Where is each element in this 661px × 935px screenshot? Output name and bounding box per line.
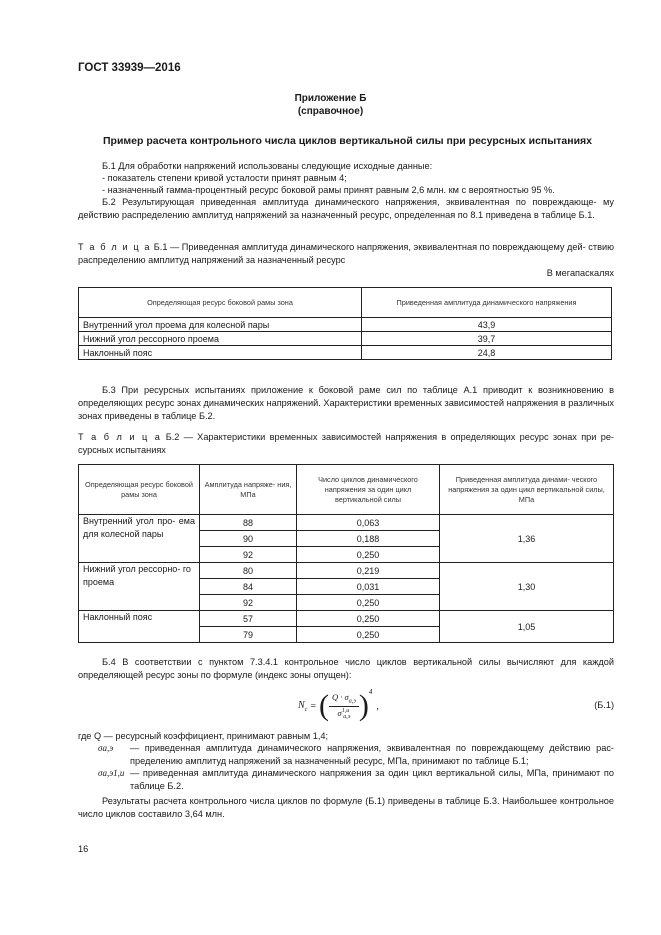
amplitude-cell: 90 [200, 531, 297, 547]
cycles-cell: 0,250 [297, 547, 440, 563]
table-label: Т а б л и ц а [78, 242, 152, 252]
value-cell: 43,9 [362, 318, 612, 332]
table-row [79, 318, 612, 332]
table-b2 [78, 464, 614, 643]
paragraph-b3: Б.3 При ресурсных испытаниях приложение к боковой раме сил по таблице А.1 приводит к возникновению в определяющих ресурс зонах динамических напряжений. Характеристики временных зависимостей напряжения в различных зонах приведены в таблице Б.2. [78, 385, 614, 421]
table1-caption [78, 241, 614, 267]
cycles-cell: 0,250 [297, 595, 440, 611]
amplitude-cell: 88 [200, 515, 297, 531]
column-header: Определяющая ресурс боковой рамы зона [79, 288, 362, 318]
amplitude-cell: 80 [200, 563, 297, 579]
cycles-cell: 0,219 [297, 563, 440, 579]
table-row [79, 611, 614, 627]
table1-units: В мегапаскалях [546, 268, 614, 278]
column-header: Приведенная амплитуда динамического напряжения [362, 288, 612, 318]
amplitude-cell: 92 [200, 595, 297, 611]
cycles-cell: 0,250 [297, 611, 440, 627]
table-caption-text: Б.2 — Характеристики временных зависимостей напряжения в определяющих ресурс зонах при ре- сурсных испытаниях [78, 432, 614, 455]
column-header: Амплитуда напряже- ния, МПа [200, 465, 297, 515]
reduced-amplitude-cell: 1,05 [440, 611, 614, 643]
paragraph-b4: Б.4 В соответствии с пунктом 7.3.4.1 контрольное число циклов вертикальной силы вычисляют для каждой определяющей ресурс зоны по формуле (индекс зоны опущен): [78, 657, 614, 680]
table-header-row [79, 288, 612, 318]
cycles-cell: 0,250 [297, 627, 440, 643]
column-header: Приведенная амплитуда динами- ческого напряжения за один цикл вертикальной силы, МПа [440, 465, 614, 515]
table-row [79, 563, 614, 579]
standard-number: ГОСТ 33939—2016 [78, 62, 181, 74]
zone-cell: Внутренний угол про- ема для колесной пары [79, 515, 200, 563]
appendix-subtitle: (справочное) [297, 106, 364, 117]
amplitude-cell: 84 [200, 579, 297, 595]
where-q: где Q — ресурсный коэффициент, принимают равным 1,4; [78, 731, 329, 741]
paragraph-results: Результаты расчета контрольного числа циклов по формуле (Б.1) приведены в таблице Б.3. Наибольшее контрольное число циклов составило 3,64 млн. [78, 796, 614, 819]
cycles-cell: 0,063 [297, 515, 440, 531]
table-label: Т а б л и ц а [78, 432, 162, 442]
zone-cell: Наклонный пояс [79, 611, 200, 643]
cycles-cell: 0,188 [297, 531, 440, 547]
where-sigma-eq: — приведенная амплитуда динамического напряжения, эквивалентная по повреждающему действию рас- пределению амплитуд напряжений за назначенный ресурс, МПа, принимают по таблице Б.1; [130, 743, 614, 766]
column-header: Число циклов динамического напряжения за один цикл вертикальной силы [297, 465, 440, 515]
zone-cell: Нижний угол рессорного проема [79, 332, 362, 346]
formula-fraction: $\frac{Q \cdot \sigma_{a,э}}{\sigma^{1,и}_{a,э}}$ [329, 692, 359, 720]
paragraph-b2: Б.2 Результирующая приведенная амплитуда динамического напряжения, эквивалентная по повреждающе- му действию распределению амплитуд напряжений за назначенный ресурс, определенная по 8.1 приведена в таблице Б.1. [78, 197, 614, 220]
value-cell: 39,7 [362, 332, 612, 346]
value-cell: 24,8 [362, 346, 612, 360]
page-number: 16 [78, 844, 89, 854]
zone-cell: Внутренний угол проема для колесной пары [79, 318, 362, 332]
amplitude-cell: 79 [200, 627, 297, 643]
table-caption-text: Б.1 — Приведенная амплитуда динамического напряжения, эквивалентная по повреждающему дей- ствию распределению амплитуд напряжений за назначенный ресурс [78, 242, 614, 265]
table-row [79, 515, 614, 531]
zone-cell: Нижний угол рессорно- го проема [79, 563, 200, 611]
list-item: - показатель степени кривой усталости принят равным 4; [102, 173, 347, 183]
paragraph-b1: Б.1 Для обработки напряжений использованы следующие исходные данные: [102, 161, 433, 171]
reduced-amplitude-cell: 1,36 [440, 515, 614, 563]
table-b1 [78, 287, 612, 360]
appendix-title: Приложение Б [294, 93, 367, 104]
cycles-cell: 0,031 [297, 579, 440, 595]
table-header-row [79, 465, 614, 515]
formula-b1: $N_c$ = ( $\frac{Q \cdot \sigma_{a,э}}{\sigma^{1,и}_{a,э}}$ ) $^4$ , [298, 688, 379, 722]
section-title: Пример расчета контрольного числа циклов вертикальной силы при ресурсных испытаниях [102, 135, 592, 147]
table2-caption [78, 431, 614, 457]
sigma-symbol: σa,э [98, 743, 114, 753]
sigma-cycle-symbol: σa,э1,и [98, 768, 125, 778]
table-row [79, 332, 612, 346]
zone-cell: Наклонный пояс [79, 346, 362, 360]
where-sigma-cycle: — приведенная амплитуда динамического напряжения за один цикл вертикальной силы, МПа, принимают по таблице Б.2. [130, 768, 614, 791]
list-item: - назначенный гамма-процентный ресурс боковой рамы принят равным 2,6 млн. км с вероятностью 95 %. [102, 185, 555, 195]
formula-lhs: $N_c$ [298, 699, 308, 713]
amplitude-cell: 57 [200, 611, 297, 627]
column-header: Определяющая ресурс боковой рамы зона [79, 465, 200, 515]
reduced-amplitude-cell: 1,30 [440, 563, 614, 611]
formula-number: (Б.1) [594, 700, 614, 710]
amplitude-cell: 92 [200, 547, 297, 563]
table-row [79, 346, 612, 360]
